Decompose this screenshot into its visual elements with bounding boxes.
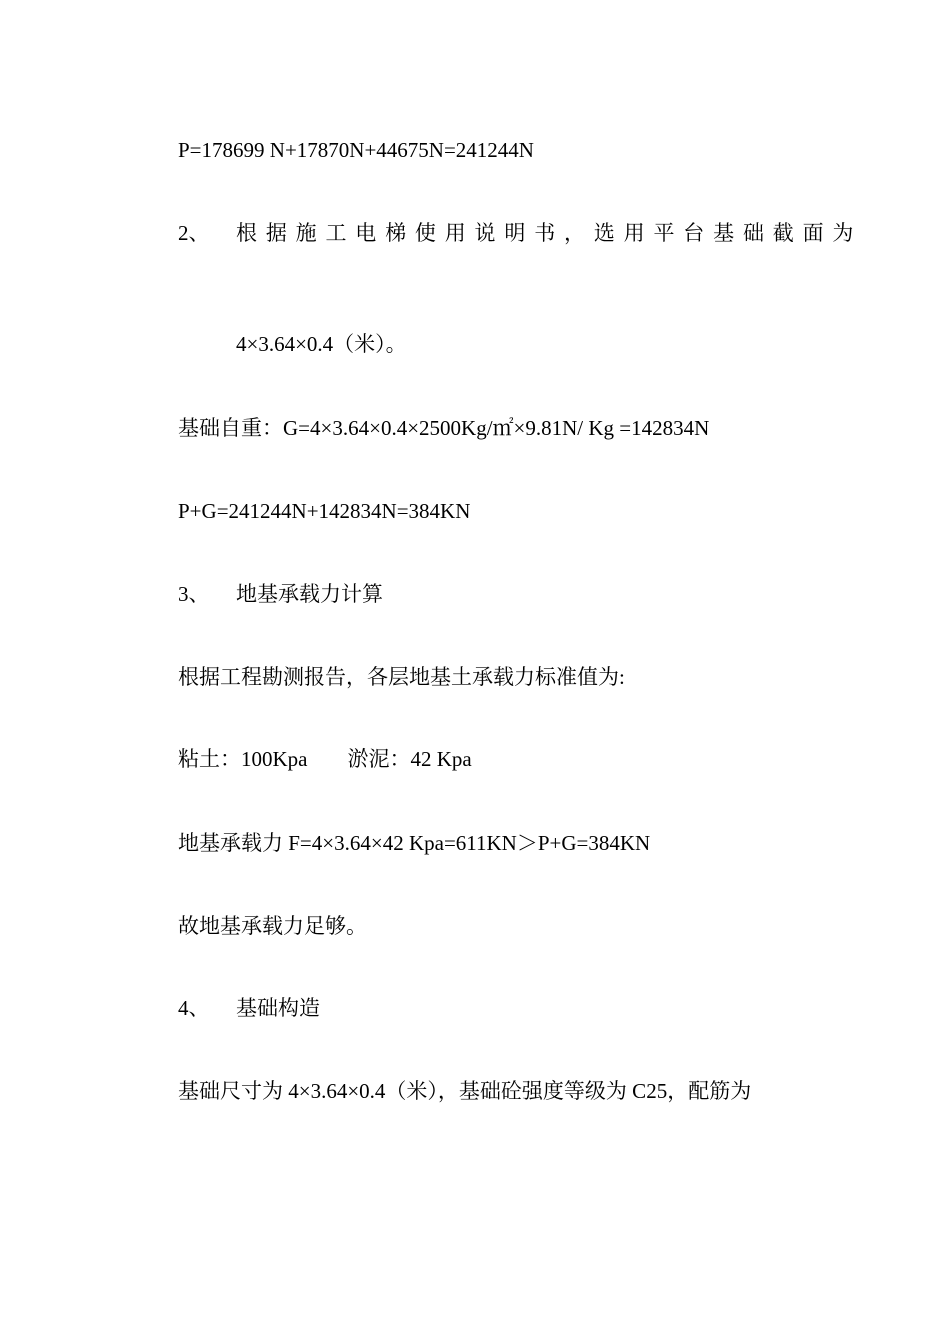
bearing-capacity-formula: 地基承载力 F=4×3.64×42 Kpa=611KN＞P+G=384KN: [178, 831, 651, 855]
foundation-dimensions: 4×3.64×0.4（米）。: [236, 332, 407, 356]
clay-value: 粘土：100Kpa: [178, 747, 308, 771]
item-4-text: 基础构造: [236, 996, 320, 1020]
item-3-number: 3、: [178, 582, 210, 606]
survey-report-line: 根据工程勘测报告，各层地基土承载力标准值为:: [178, 665, 625, 689]
silt-value: 淤泥：42 Kpa: [347, 747, 472, 771]
formula-total-load: P=178699 N+17870N+44675N=241244N: [178, 138, 534, 162]
item-3-heading: [178, 584, 383, 605]
item-2-heading: [178, 223, 862, 244]
bearing-capacity-conclusion: 故地基承载力足够。: [178, 914, 367, 938]
item-2-number: 2、: [178, 221, 210, 245]
soil-values-line: [178, 749, 472, 770]
foundation-construction-line: 基础尺寸为 4×3.64×0.4（米），基础砼强度等级为 C25，配筋为: [178, 1079, 752, 1103]
item-4-heading: [178, 998, 320, 1019]
item-3-text: 地基承载力计算: [236, 582, 383, 606]
formula-p-plus-g: P+G=241244N+142834N=384KN: [178, 499, 471, 523]
foundation-self-weight: 基础自重：G=4×3.64×0.4×2500Kg/㎡×9.81N/ Kg =142834N: [178, 416, 710, 440]
item-4-number: 4、: [178, 996, 210, 1020]
item-2-text: 根据施工电梯使用说明书，选用平台基础截面为: [236, 221, 863, 245]
